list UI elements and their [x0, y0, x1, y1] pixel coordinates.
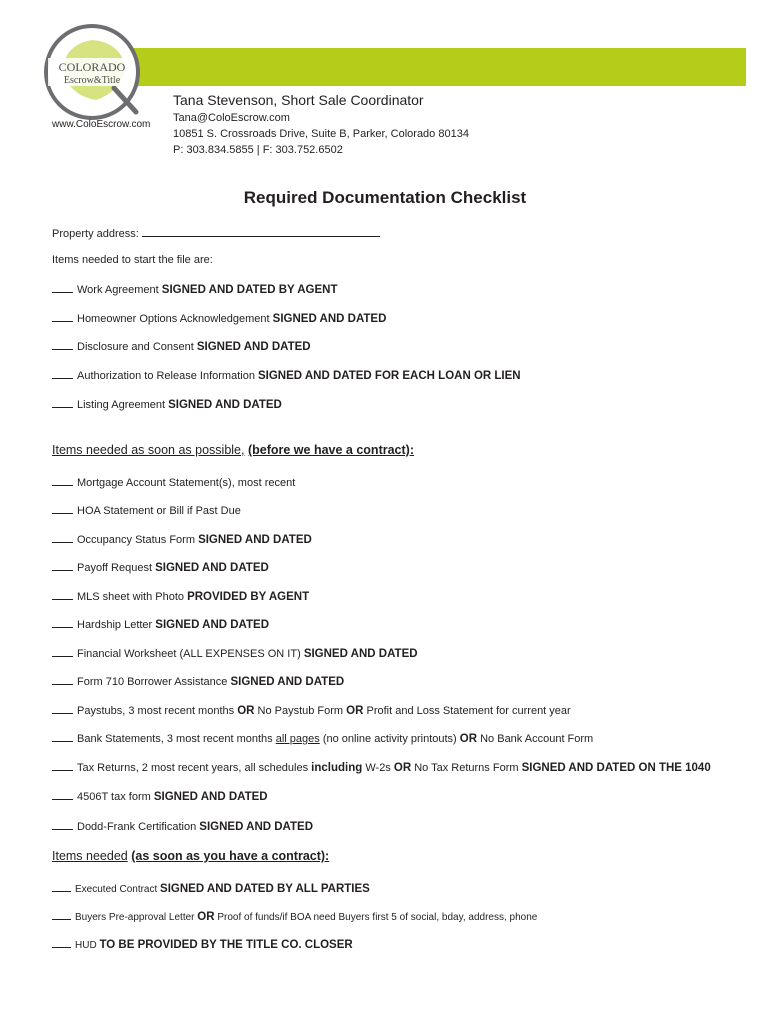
list-item: 4506T tax form SIGNED AND DATED — [52, 789, 268, 803]
checkbox-blank[interactable] — [52, 731, 73, 742]
checkbox-blank[interactable] — [52, 909, 71, 920]
property-address-line — [52, 226, 384, 240]
list-item: Tax Returns, 2 most recent years, all schedules including W-2s OR No Tax Returns Form SIGNED AND DATED ON THE 1040 — [52, 760, 711, 774]
list-item: Disclosure and Consent SIGNED AND DATED — [52, 339, 311, 353]
list-item: Hardship Letter SIGNED AND DATED — [52, 617, 269, 631]
checkbox-blank[interactable] — [52, 368, 73, 379]
list-item: Form 710 Borrower Assistance SIGNED AND DATED — [52, 674, 344, 688]
list-item: MLS sheet with Photo PROVIDED BY AGENT — [52, 589, 309, 603]
list-item: Buyers Pre-approval Letter OR Proof of funds/if BOA need Buyers first 5 of social, bday, address, phone — [52, 909, 537, 923]
checkbox-blank[interactable] — [52, 703, 73, 714]
asap-section-heading: Items needed as soon as possible, (before we have a contract): — [52, 443, 414, 457]
checkbox-blank[interactable] — [52, 881, 71, 892]
email-link[interactable]: Tana@ColoEscrow.com — [173, 112, 290, 124]
checkbox-blank[interactable] — [52, 397, 73, 408]
office-address: 10851 S. Crossroads Drive, Suite B, Parker, Colorado 80134 — [173, 128, 469, 140]
website-link[interactable]: www.ColoEscrow.com — [52, 119, 151, 130]
checkbox-blank[interactable] — [52, 532, 73, 543]
checkbox-blank[interactable] — [52, 760, 73, 771]
checkbox-blank[interactable] — [52, 311, 73, 322]
checkbox-blank[interactable] — [52, 503, 73, 514]
list-item: Dodd-Frank Certification SIGNED AND DATED — [52, 819, 313, 833]
list-item: Executed Contract SIGNED AND DATED BY ALL PARTIES — [52, 881, 370, 895]
header-accent-band — [128, 48, 746, 86]
checkbox-blank[interactable] — [52, 617, 73, 628]
checkbox-blank[interactable] — [52, 560, 73, 571]
list-item: HUD TO BE PROVIDED BY THE TITLE CO. CLOSER — [52, 937, 353, 951]
contract-section-heading: Items needed (as soon as you have a contract): — [52, 849, 330, 863]
phone-fax: P: 303.834.5855 | F: 303.752.6502 — [173, 144, 343, 156]
logo-text-line1: COLORADO — [58, 60, 126, 74]
logo-text-line2: Escrow&Title — [63, 75, 121, 86]
checkbox-blank[interactable] — [52, 819, 73, 830]
page-title: Required Documentation Checklist — [243, 188, 527, 207]
checkbox-blank[interactable] — [52, 789, 73, 800]
list-item: Payoff Request SIGNED AND DATED — [52, 560, 269, 574]
list-item: Work Agreement SIGNED AND DATED BY AGENT — [52, 282, 338, 296]
list-item: Listing Agreement SIGNED AND DATED — [52, 397, 282, 411]
list-item: Homeowner Options Acknowledgement SIGNED AND DATED — [52, 311, 386, 325]
checkbox-blank[interactable] — [52, 339, 73, 350]
checkbox-blank[interactable] — [52, 589, 73, 600]
list-item: HOA Statement or Bill if Past Due — [52, 503, 241, 517]
coordinator-name: Tana Stevenson, Short Sale Coordinator — [173, 92, 424, 108]
list-item: Financial Worksheet (ALL EXPENSES ON IT) SIGNED AND DATED — [52, 646, 418, 660]
contact-block — [173, 110, 469, 158]
checkbox-blank[interactable] — [52, 674, 73, 685]
list-item: Bank Statements, 3 most recent months all pages (no online activity printouts) OR No Bank Account Form — [52, 731, 593, 745]
list-item: Mortgage Account Statement(s), most recent — [52, 475, 295, 489]
start-items-label: Items needed to start the file are: — [52, 254, 213, 266]
list-item: Authorization to Release Information SIGNED AND DATED FOR EACH LOAN OR LIEN — [52, 368, 521, 382]
list-item: Occupancy Status Form SIGNED AND DATED — [52, 532, 312, 546]
checkbox-blank[interactable] — [52, 937, 71, 948]
checkbox-blank[interactable] — [52, 475, 73, 486]
property-address-label: Property address: — [52, 228, 139, 240]
colorado-escrow-logo — [40, 22, 144, 122]
property-address-field[interactable] — [142, 226, 380, 237]
checkbox-blank[interactable] — [52, 646, 73, 657]
checkbox-blank[interactable] — [52, 282, 73, 293]
list-item: Paystubs, 3 most recent months OR No Paystub Form OR Profit and Loss Statement for current year — [52, 703, 571, 717]
